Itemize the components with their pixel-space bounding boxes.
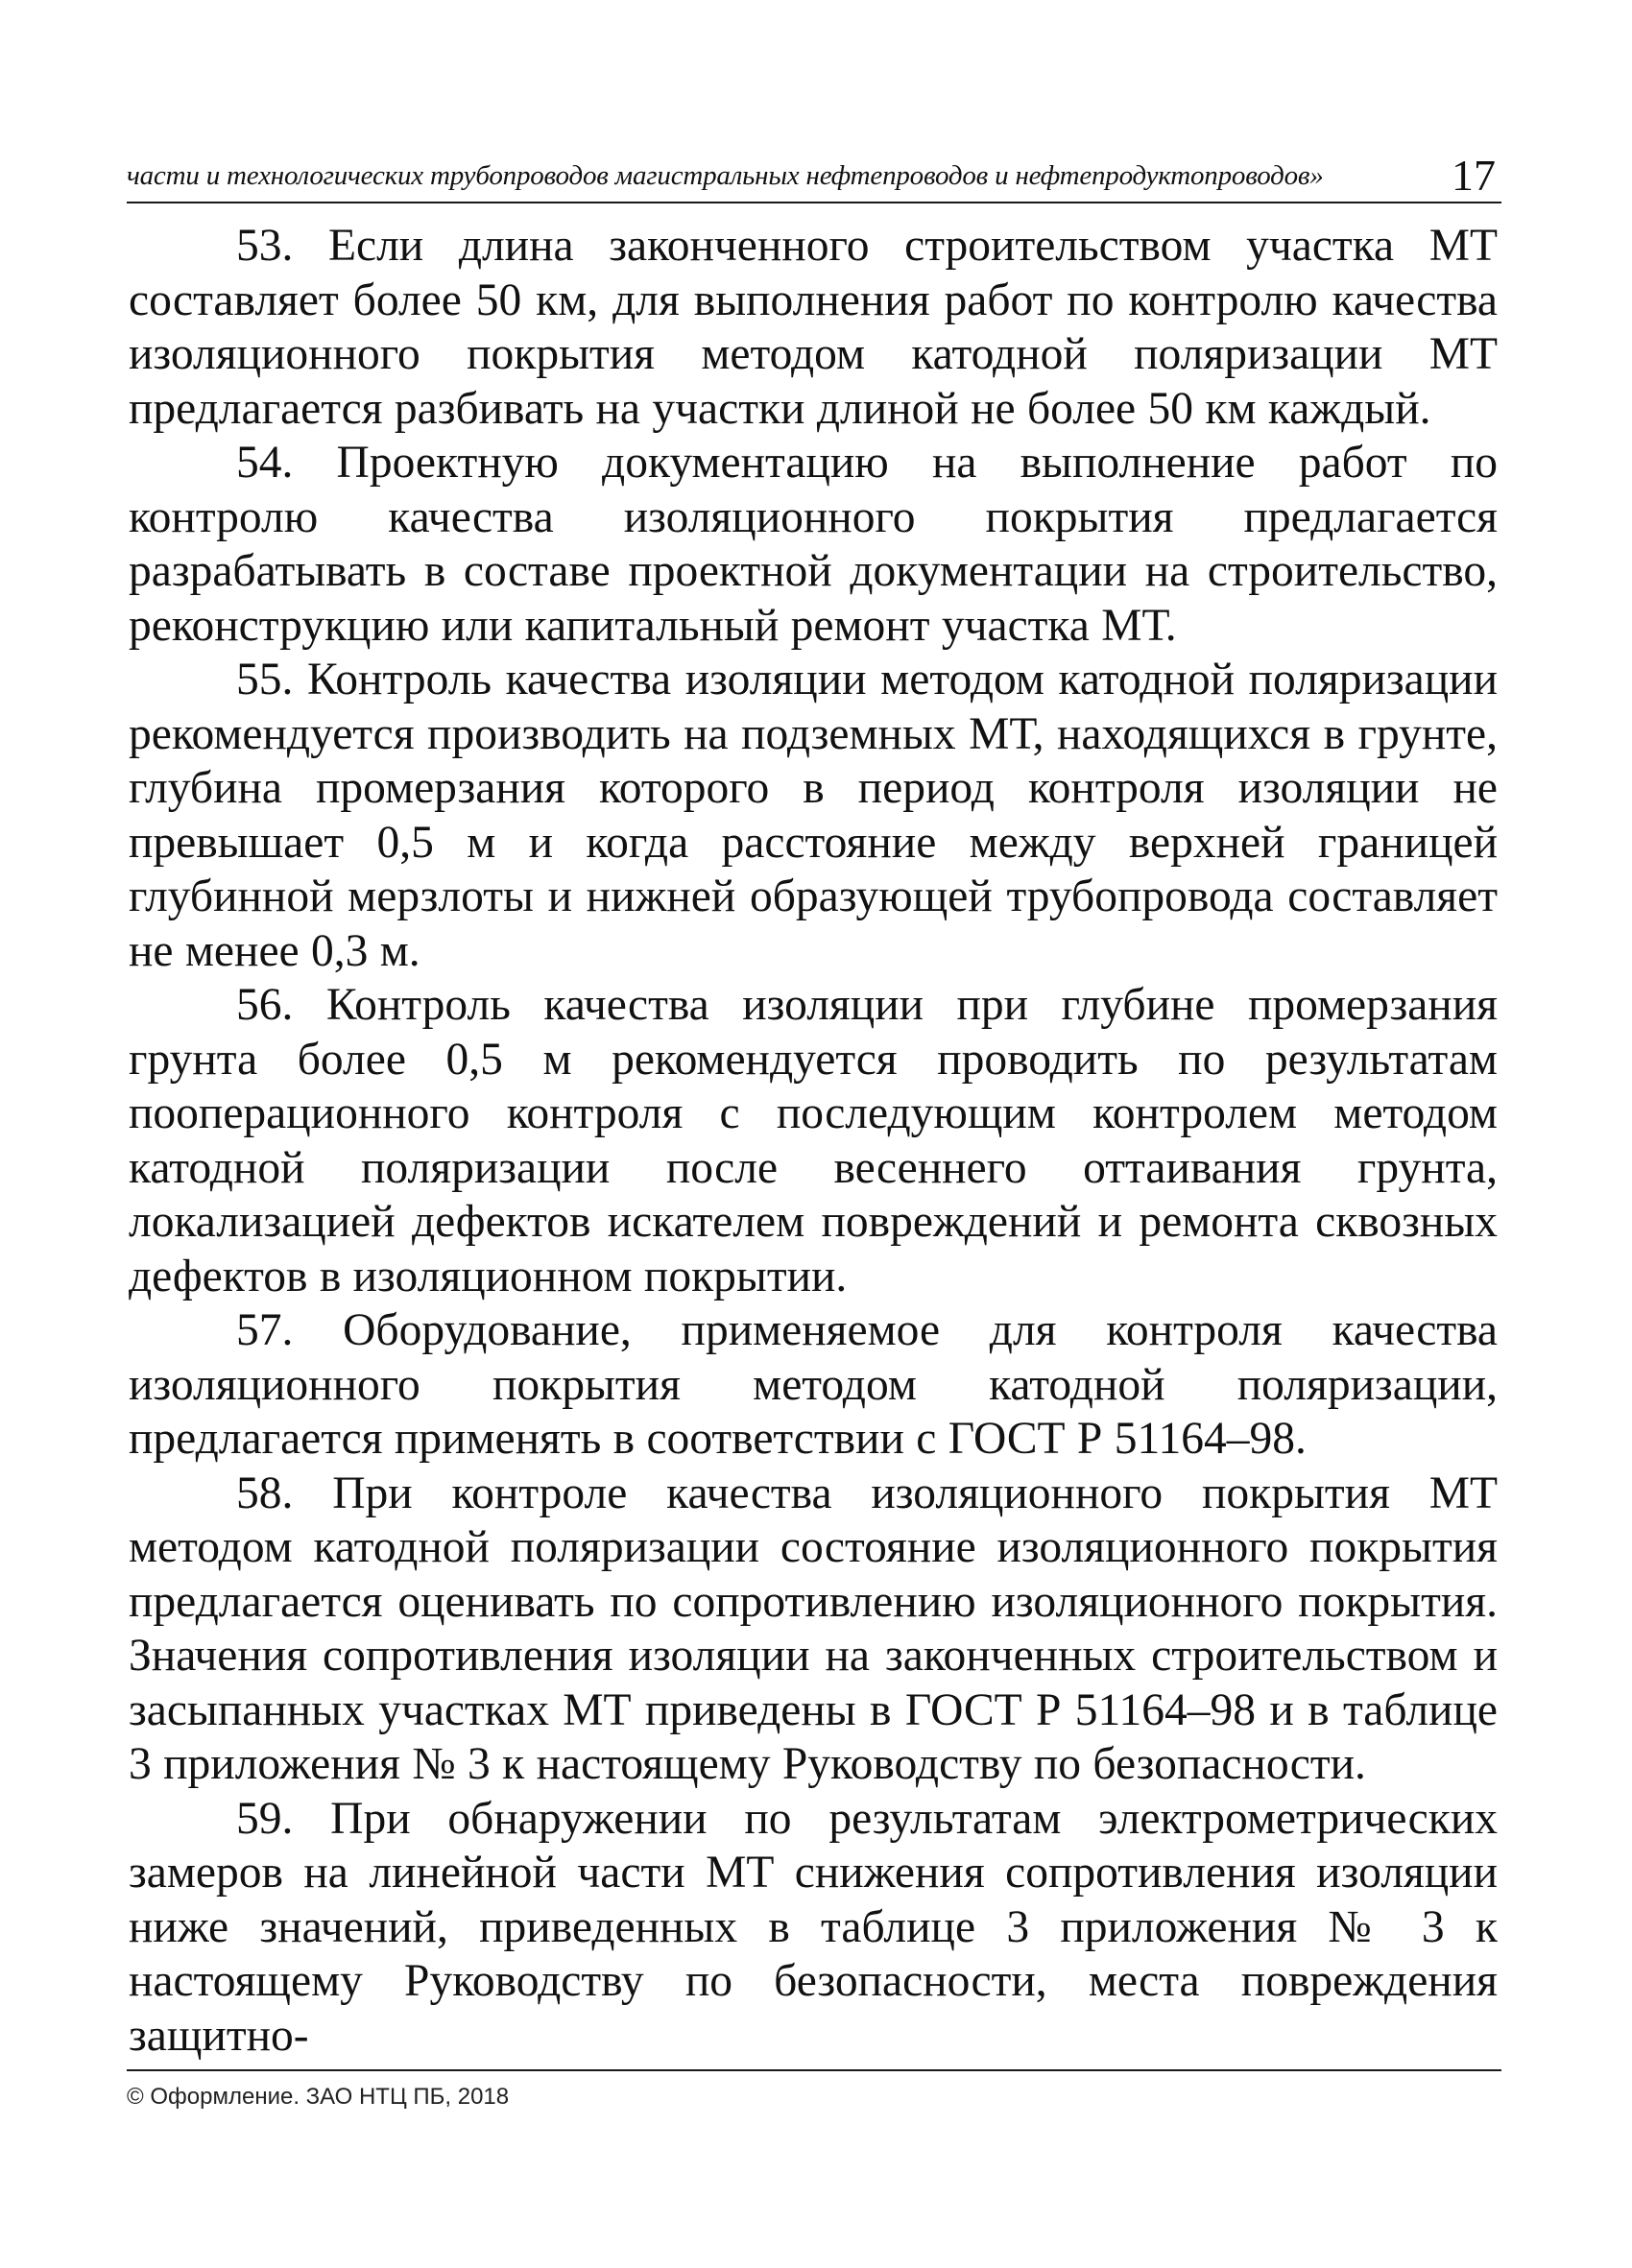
paragraph-56: 56. Контроль качества изоляции при глубине промерзания грунта более 0,5 м рекомендуется проводить по результатам пооперационного контроля с последующим контролем методом катодной поляризации после весеннего оттаивания грунта, локализацией дефектов искателем повреждений и ремонта сквозных дефектов в изоляционном покрытии.: [129, 980, 1498, 1301]
running-title: части и технологических трубопроводов магистральных нефтепроводов и нефтепродуктопроводов»: [127, 160, 1324, 191]
page-footer: [127, 2069, 1501, 2110]
body-text: [129, 219, 1498, 2063]
paragraph-59: 59. При обнаружении по результатам электрометрических замеров на линейной части МТ снижения сопротивления изоляции ниже значений, приведенных в таблице 3 приложения № 3 к настоящему Руководству по безопасности, места повреждения защитно-: [129, 1793, 1498, 2061]
copyright-notice: © Оформление. ЗАО НТЦ ПБ, 2018: [127, 2084, 510, 2110]
running-header: [127, 142, 1501, 203]
paragraph-57: 57. Оборудование, применяемое для контроля качества изоляционного покрытия методом катодной поляризации, предлагается применять в соответствии с ГОСТ Р 51164–98.: [129, 1305, 1498, 1464]
paragraph-54: 54. Проектную документацию на выполнение работ по контролю качества изоляционного покрытия предлагается разрабатывать в составе проектной документации на строительство, реконструкцию или капитальный ремонт участка МТ.: [129, 438, 1498, 651]
paragraph-53: 53. Если длина законченного строительством участка МТ составляет более 50 км, для выполнения работ по контролю качества изоляционного покрытия методом катодной поляризации МТ предлагается разбивать на участки длиной не более 50 км каждый.: [129, 221, 1498, 434]
page-number: 17: [1452, 151, 1496, 200]
paragraph-55: 55. Контроль качества изоляции методом катодной поляризации рекомендуется производить на подземных МТ, находящихся в грунте, глубина промерзания которого в период контроля изоляции не превышает 0,5 м и когда расстояние между верхней границей глубинной мерзлоты и нижней образующей трубопровода составляет не менее 0,3 м.: [129, 655, 1498, 976]
paragraph-58: 58. При контроле качества изоляционного покрытия МТ методом катодной поляризации состояние изоляционного покрытия предлагается оценивать по сопротивлению изоляционного покрытия. Значения сопротивления изоляции на законченных строительством и засыпанных участках МТ приведены в ГОСТ Р 51164–98 и в таблице 3 приложения № 3 к настоящему Руководству по безопасности.: [129, 1468, 1498, 1789]
